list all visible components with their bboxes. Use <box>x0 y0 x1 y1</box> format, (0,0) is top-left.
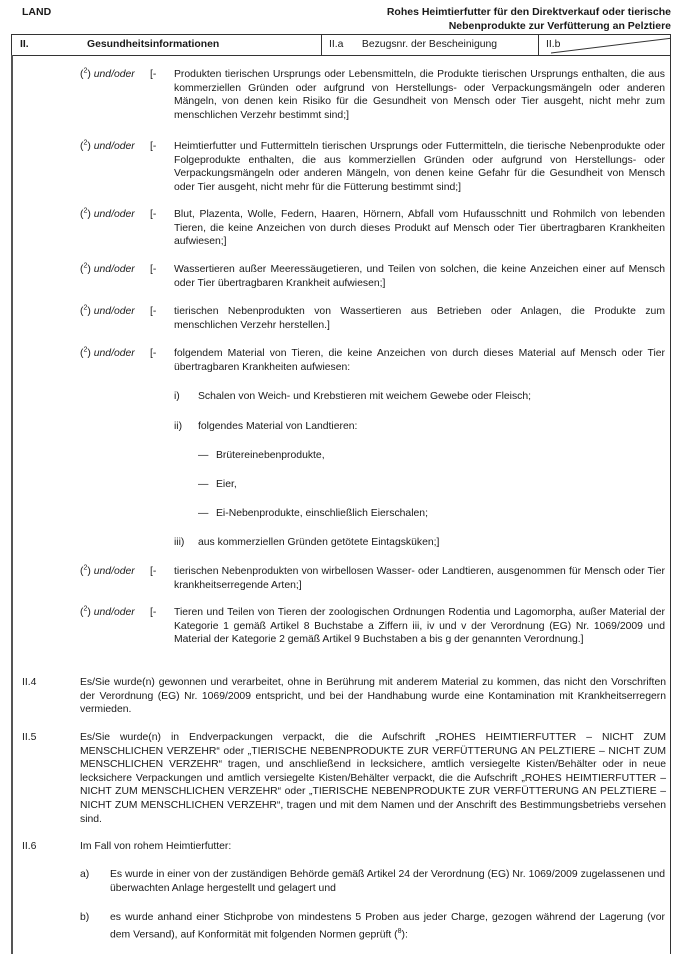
section-header-row <box>11 34 671 56</box>
option-text: folgendem Material von Tieren, die keine Anzeichen von durch dieses Material auf Mensch oder Tier übertragbaren Krankheiten aufwiesen: <box>174 348 665 373</box>
option-text: Tieren und Teilen von Tieren der zoologischen Ordnungen Rodentia und Lagomorpha, außer Material der Kategorie 1 gemäß Artikel 8 Buchstabe a Ziffern iii, iv und v der Verordnung (EG) Nr. 1069/2009 und Material der Kategorie 2 gemäß Artikel 9 Buchstaben a bis g der genannten Verordnung.] <box>174 607 665 646</box>
option-text: Wassertieren außer Meeressäugetieren, und Teilen von solchen, die keine Anzeichen einer auf Mensch oder Tier übertragbaren Krankheit aufwiesen;] <box>174 264 665 289</box>
option-item: ($^2$) und/oder [- tierischen Nebenprodukten von wirbellosen Wasser- oder Landtieren, ausgenommen für Mensch oder Tier krankheitserregende Arten;] <box>80 564 665 591</box>
diagonal-strike-icon <box>539 35 670 55</box>
ii6-item-a: a) Es wurde in einer von der zuständigen Behörde gemäß Artikel 24 der Verordnung (EG) Nr. 1069/2009 zugelassenen und überwachten Anlage hergestellt und gelagert und <box>80 869 665 894</box>
section-number: II.5 <box>22 732 37 743</box>
section-number: II.6 <box>22 841 37 852</box>
dash-item: — Brütereinebenprodukte, <box>198 450 325 461</box>
option-text: tierischen Nebenprodukten von wirbellosen Wasser- oder Landtieren, ausgenommen für Mensch oder Tier krankheitserregende Arten;] <box>174 566 665 591</box>
option-text: Heimtierfutter und Futtermitteln tierischen Ursprungs oder Futtermitteln, die tierische Nebenprodukte oder Folgeprodukte enthalten, die aus kommerziellen Gründen oder aufgrund von Herstellungs- oder Verpackungsmängeln oder anderen Mängeln, von denen keine Gefahr für die Gesundheit von Mensch oder Tier ausgeht, nicht mehr für die Fütterung bestimmt sind;] <box>174 141 665 193</box>
section-text: Es/Sie wurde(n) in Endverpackungen verpackt, die die Aufschrift „ROHES HEIMTIERFUTTER – NICHT ZUM MENSCHLICHEN VERZEHR“ oder „TIERISCHE NEBENPRODUKTE ZUR VERFÜTTERUNG AN PELZTIERE – NICHT ZUM MENSCHLICHEN VERZEHR“ tragen, und anschließend in lecksichere, amtlich versiegelte Kisten/Behälter oder in neue lecksichere Verpackungen und amtlich versiegelte Kisten/Behälter verpackt, die die Aufschrift „ROHES HEIMTIERFUTTER – NICHT ZUM MENSCHLICHEN VERZEHR“ oder „TIERISCHE NEBENPRODUKTE ZUR VERFÜTTERUNG AN PELZTIERE – NICHT ZUM MENSCHLICHEN VERZEHR“, tragen und mit dem Namen und der Anschrift des Bestimmungsbetriebs versehen sind. <box>80 732 666 825</box>
section-number: II. <box>20 39 29 50</box>
certificate-title-line2: Nebenprodukte zur Verfütterung an Pelztiere <box>448 19 671 32</box>
section-title: Gesundheitsinformationen <box>87 39 220 50</box>
connector: und/oder <box>93 607 135 618</box>
option-item: ($^2$) und/oder [- folgendem Material von Tieren, die keine Anzeichen von durch dieses Material auf Mensch oder Tier übertragbaren Krankheiten aufwiesen: <box>80 346 665 373</box>
option-item: ($^2$) und/oder [- Produkten tierischen Ursprungs oder Lebensmitteln, die Produkte tierischen Ursprungs enthalten, die aus kommerziellen Gründen oder aufgrund von Herstellungs- oder Verpackungsmängeln oder anderen Mängeln, von denen kein Risiko für die Gesundheit von Mensch oder Tier ausgeht, nicht mehr zum menschlichen Verzehr bestimmt sind;] <box>80 67 665 121</box>
certificate-title <box>387 6 671 33</box>
connector: und/oder <box>93 141 135 152</box>
section-ii4 <box>22 676 666 717</box>
certificate-title-line1: Rohes Heimtierfutter für den Direktverkauf oder tierische <box>386 6 671 18</box>
sub-item: ii) folgendes Material von Landtieren: <box>174 421 358 432</box>
ref-b-cell <box>538 35 670 55</box>
sub-item: i) Schalen von Weich- und Krebstieren mit weichem Gewebe oder Fleisch; <box>174 391 532 402</box>
ref-b-label: II.b <box>546 39 561 50</box>
connector: und/oder <box>93 566 135 577</box>
section-number: II.4 <box>22 677 37 688</box>
connector: und/oder <box>93 69 135 80</box>
connector: und/oder <box>93 264 135 275</box>
ref-label: II.a <box>329 39 344 50</box>
option-item: ($^2$) und/oder [- tierischen Nebenprodukten von Wassertieren aus Betrieben oder Anlagen, die Produkte zum menschlichen Verzehr herstellen.] <box>80 304 665 331</box>
section-text: Es/Sie wurde(n) gewonnen und verarbeitet, ohne in Berührung mit anderem Material zu kommen, das nicht den Vorschriften der Verordnung (EG) Nr. 1069/2009 entspricht, und bei der Handhabung wurde eine Kontamination mit Krankheitserregern vermieden. <box>80 677 666 716</box>
dash-item: — Ei-Nebenprodukte, einschließlich Eierschalen; <box>198 508 428 519</box>
country-label: LAND <box>22 6 52 18</box>
option-item: ($^2$) und/oder [- Tieren und Teilen von Tieren der zoologischen Ordnungen Rodentia und Lagomorpha, außer Material der Kategorie 1 gemäß Artikel 8 Buchstabe a Ziffern iii, iv und v der Verordnung (EG) Nr. 1069/2009 und Material der Kategorie 2 gemäß Artikel 9 Buchstaben a bis g der genannten Verordnung.] <box>80 605 665 646</box>
section-ii6 <box>22 840 666 854</box>
dash-item: — Eier, <box>198 479 237 490</box>
option-text: tierischen Nebenprodukten von Wassertieren aus Betrieben oder Anlagen, die Produkte zum menschlichen Verzehr herstellen.] <box>174 306 665 331</box>
option-text: Blut, Plazenta, Wolle, Federn, Haaren, Hörnern, Abfall vom Hufausschnitt und Rohmilch von lebenden Tieren, die keine Anzeichen von durch dieses Produkt auf Mensch oder Tier übertragbaren Krankheiten aufwiesen;] <box>174 209 665 248</box>
sub-item: iii) aus kommerziellen Gründen getötete Eintagsküken;] <box>174 537 440 548</box>
connector: und/oder <box>93 306 135 317</box>
ii6-item-b: b) es wurde anhand einer Stichprobe von mindestens 5 Proben aus jeder Charge, gezogen während der Lagerung (vor dem Versand), auf Konformität mit folgenden Normen geprüft ($^8$): <box>80 912 665 941</box>
section-text: Im Fall von rohem Heimtierfutter: <box>80 841 232 852</box>
option-item: ($^2$) und/oder [- Blut, Plazenta, Wolle, Federn, Haaren, Hörnern, Abfall vom Hufausschnitt und Rohmilch von lebenden Tieren, die keine Anzeichen von durch dieses Produkt auf Mensch oder Tier übertragbaren Krankheiten aufwiesen;] <box>80 207 665 248</box>
certificate-reference-cell <box>321 35 538 55</box>
connector: und/oder <box>93 348 135 359</box>
option-text: Produkten tierischen Ursprungs oder Lebensmitteln, die Produkte tierischen Ursprungs enthalten, die aus kommerziellen Gründen oder aufgrund von Herstellungs- oder Verpackungsmängeln oder anderen Mängeln, von denen kein Risiko für die Gesundheit von Mensch oder Tier ausgeht, nicht mehr zum menschlichen Verzehr bestimmt sind;] <box>174 69 665 121</box>
ref-text: Bezugsnr. der Bescheinigung <box>361 39 498 50</box>
connector: und/oder <box>93 209 135 220</box>
option-item: ($^2$) und/oder [- Wassertieren außer Meeressäugetieren, und Teilen von solchen, die keine Anzeichen einer auf Mensch oder Tier übertragbaren Krankheit aufwiesen;] <box>80 262 665 289</box>
option-item: ($^2$) und/oder [- Heimtierfutter und Futtermitteln tierischen Ursprungs oder Futtermitteln, die tierische Nebenprodukte oder Folgeprodukte enthalten, die aus kommerziellen Gründen oder aufgrund von Herstellungs- oder Verpackungsmängeln oder anderen Mängeln, von denen keine Gefahr für die Gesundheit von Mensch oder Tier ausgeht, nicht mehr für die Fütterung bestimmt sind;] <box>80 139 665 193</box>
section-ii5 <box>22 731 666 826</box>
